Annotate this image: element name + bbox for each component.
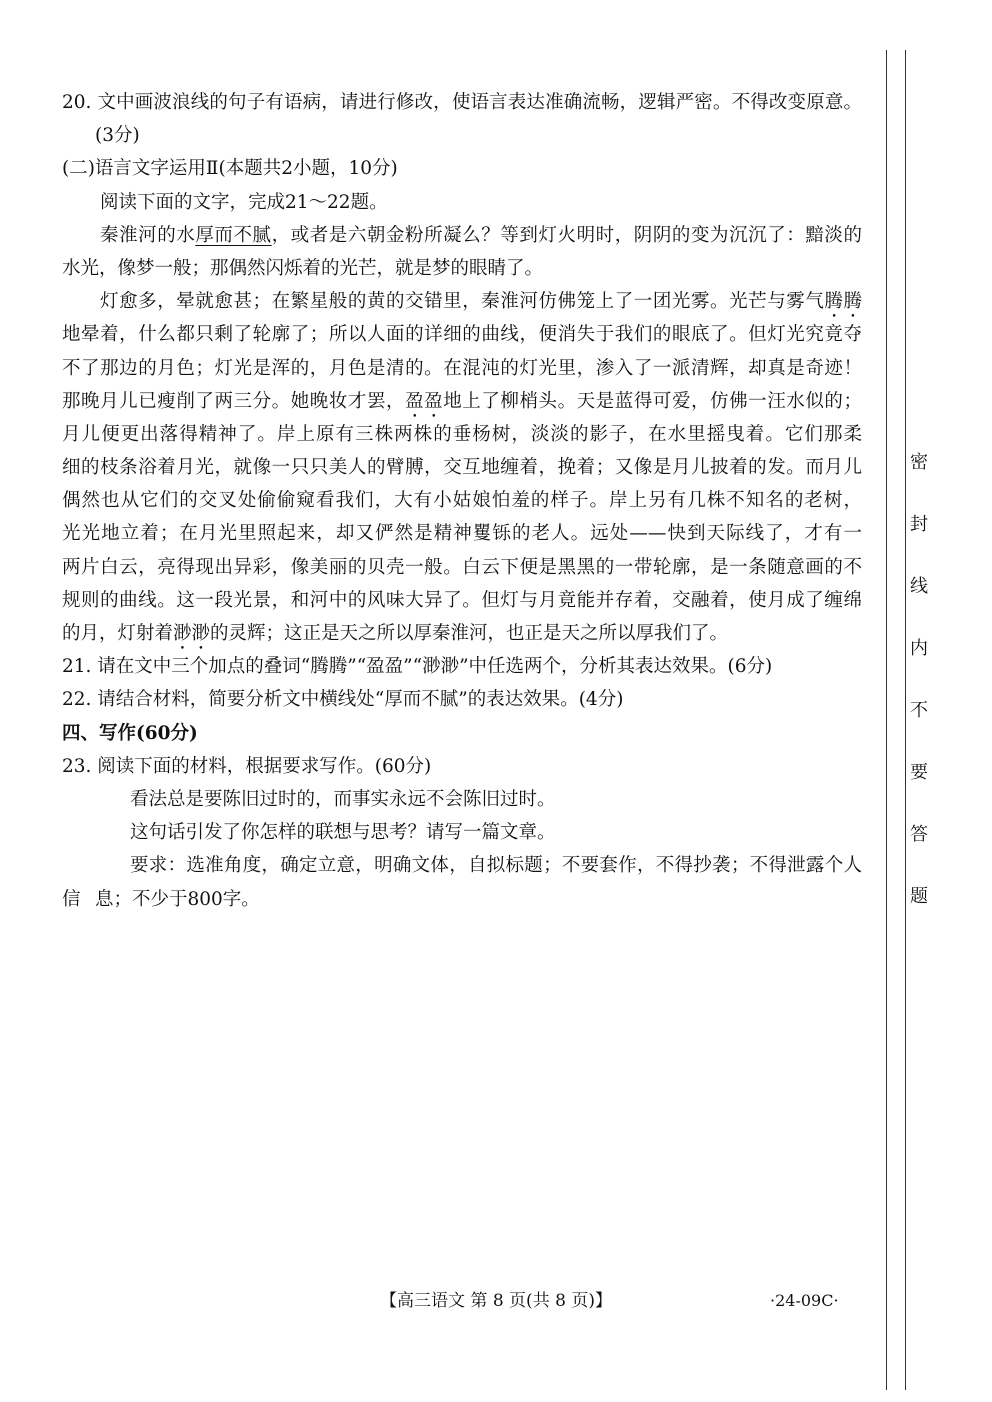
- sealing-char: 封: [910, 514, 928, 535]
- passage-text: 两片白云，亮得现出异彩，像美丽的贝壳一般。白云下便是黑黑的一带轮廓，是一条随意画的不: [62, 556, 862, 578]
- passage-text: 的灵辉；这正是天之所以厚秦淮河，也正是天之所以厚我们了。: [210, 623, 729, 644]
- passage-line: [62, 551, 862, 584]
- passage-line: [62, 617, 862, 650]
- passage-text: 细的枝条浴着月光，就像一只只美人的臂膊，交互地缠着，挽着；又像是月儿披着的发。而月儿: [62, 457, 862, 479]
- reading-passage: [62, 219, 862, 650]
- passage-text: 地晕着，什么都只剩了轮廓了；所以人面的详细的曲线，便消失于我们的眼底了。但灯光究竟夺: [62, 324, 862, 346]
- question-20: 20. 文中画波浪线的句子有语病，请进行修改，使语言表达准确流畅，逻辑严密。不得改变原意。: [62, 92, 862, 113]
- passage-text: 的月，灯射着: [62, 623, 174, 644]
- writing-requirement-cont: 息；不少于800字。: [95, 888, 260, 910]
- passage-line: [62, 318, 862, 351]
- passage-text: 偶然也从它们的交叉处偷偷窥看我们，大有小姑娘怕羞的样子。岸上另有几株不知名的老树，: [62, 490, 862, 512]
- question-21: 21. 请在文中三个加点的叠词“腾腾”“盈盈”“渺渺”中任选两个，分析其表达效果。(6分): [62, 656, 773, 678]
- passage-line: [62, 484, 862, 517]
- passage-text: 规则的曲线。这一段光景，和河中的风味大异了。但灯与月竟能并存着，交融着，使月成了缠绵: [62, 589, 862, 611]
- part2-heading: (二)语言文字运用Ⅱ(本题共2小题，10分): [62, 158, 398, 180]
- reading-instruction: 阅读下面的文字，完成21～22题。: [100, 191, 388, 213]
- passage-text: ，或者是六朝金粉所凝么？等到灯火明时，阴阴的变为沉沉了：黯淡的: [271, 224, 862, 246]
- writing-question: 这句话引发了你怎样的联想与思考？请写一篇文章。: [130, 822, 556, 844]
- writing-requirement: 要求：选准角度，确定立意，明确文体，自拟标题；不要套作，不得抄袭；不得泄露个人信: [62, 855, 862, 910]
- sealing-char: 题: [910, 886, 928, 907]
- main-column: [62, 86, 862, 916]
- sealing-char: 不: [910, 700, 928, 721]
- passage-line: [62, 352, 862, 385]
- passage-text: 不了那边的月色；灯光是浑的，月色是清的。在混沌的灯光里，渗入了一派清辉，却真是奇迹！: [62, 357, 862, 379]
- passage-line: [62, 584, 862, 617]
- sealing-char: 线: [910, 576, 928, 597]
- passage-line: [62, 285, 862, 318]
- sealing-char: 密: [910, 452, 928, 473]
- sealing-char: 要: [910, 762, 928, 783]
- passage-line: [62, 418, 862, 451]
- dotted-word: 腾腾: [824, 291, 862, 313]
- binding-line-inner: [886, 50, 887, 1390]
- passage-text: 地上了柳梢头。天是蓝得可爱，仿佛一汪水似的；: [443, 390, 862, 412]
- section-4-heading: 四、写作(60分): [62, 722, 198, 744]
- underlined-phrase: 厚而不腻: [195, 224, 272, 246]
- page-footer-title: 【高三语文 第 8 页(共 8 页)】: [380, 1291, 612, 1311]
- page-footer-code: ·24-09C·: [770, 1291, 839, 1310]
- passage-line: [62, 252, 862, 285]
- sealing-char: 答: [910, 824, 928, 845]
- dotted-word: 盈盈: [405, 390, 444, 412]
- sealing-char: 内: [910, 638, 928, 659]
- passage-text: 月儿便更出落得精神了。岸上原有三株两株的垂杨树，淡淡的影子，在水里摇曳着。它们那柔: [62, 423, 862, 445]
- question-20-score: (3分): [95, 125, 140, 147]
- passage-line: [62, 451, 862, 484]
- dotted-word: 渺渺: [173, 623, 211, 644]
- writing-material: 看法总是要陈旧过时的，而事实永远不会陈旧过时。: [130, 788, 556, 810]
- passage-text: 秦淮河的水: [100, 224, 196, 246]
- passage-line: [62, 219, 862, 252]
- sealing-line-notice: [906, 448, 932, 944]
- passage-text: 光光地立着；在月光里照起来，却又俨然是精神矍铄的老人。远处——快到天际线了，才有一: [62, 523, 862, 545]
- question-23-prompt: 23. 阅读下面的材料，根据要求写作。(60分): [62, 755, 432, 777]
- passage-text: 水光，像梦一般；那偶然闪烁着的光芒，就是梦的眼睛了。: [62, 257, 544, 279]
- passage-text: 灯愈多，晕就愈甚；在繁星般的黄的交错里，秦淮河仿佛笼上了一团光雾。光芒与雾气: [100, 291, 825, 313]
- passage-line: [62, 385, 862, 418]
- passage-text: 那晚月儿已瘦削了两三分。她晚妆才罢，: [62, 390, 406, 412]
- passage-line: [62, 517, 862, 550]
- question-22: 22. 请结合材料，简要分析文中横线处“厚而不腻”的表达效果。(4分): [62, 689, 624, 711]
